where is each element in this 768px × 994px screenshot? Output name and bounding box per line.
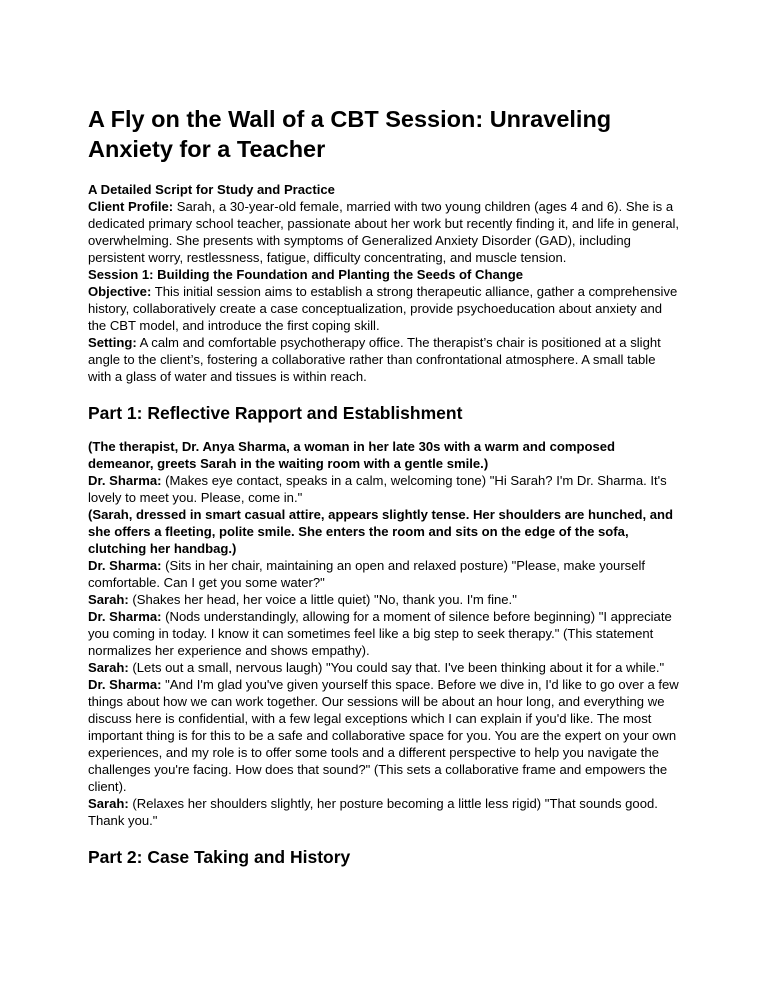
speaker-label: Sarah:: [88, 592, 129, 607]
objective-paragraph: [88, 283, 680, 334]
part1-heading: Part 1: Reflective Rapport and Establishment: [88, 403, 463, 423]
speaker-label: Dr. Sharma:: [88, 558, 162, 573]
client-profile-text: Sarah, a 30-year-old female, married with two young children (ages 4 and 6). She is a dedicated primary school teacher, passionate about her work but recently finding it, and life in general, overwhelming. She presents with symptoms of Generalized Anxiety Disorder (GAD), including persistent worry, restlessness, fatigue, difficulty concentrating, and muscle tension.: [88, 199, 680, 265]
dialogue-text: (Lets out a small, nervous laugh) "You could say that. I've been thinking about it for a while.": [128, 660, 665, 675]
setting-paragraph: [88, 334, 680, 385]
dialogue-line: [88, 795, 680, 829]
objective-text: This initial session aims to establish a strong therapeutic alliance, gather a comprehensive history, collaboratively create a case conceptualization, provide psychoeducation about anxiety and the CBT model, and introduce the first coping skill.: [88, 284, 678, 333]
speaker-label: Dr. Sharma:: [88, 473, 162, 488]
dialogue-text: (Makes eye contact, speaks in a calm, welcoming tone) "Hi Sarah? I'm Dr. Sharma. It's lovely to meet you. Please, come in.": [88, 473, 667, 505]
speaker-label: Sarah:: [88, 660, 129, 675]
setting-label: Setting:: [88, 335, 137, 350]
document-subtitle: A Detailed Script for Study and Practice: [88, 182, 335, 197]
dialogue-text: (Sits in her chair, maintaining an open and relaxed posture) "Please, make yourself comfortable. Can I get you some water?": [88, 558, 646, 590]
client-profile-label: Client Profile:: [88, 199, 174, 214]
dialogue-text: (Shakes her head, her voice a little quiet) "No, thank you. I'm fine.": [128, 592, 517, 607]
document-title: A Fly on the Wall of a CBT Session: Unraveling Anxiety for a Teacher: [88, 106, 612, 162]
dialogue-line: [88, 591, 680, 608]
dialogue-line: [88, 557, 680, 591]
stage-direction: (Sarah, dressed in smart casual attire, appears slightly tense. Her shoulders are hunched, and she offers a fleeting, polite smile. She enters the room and sits on the edge of the sofa, clutching her handbag.): [88, 507, 674, 556]
setting-text: A calm and comfortable psychotherapy office. The therapist’s chair is positioned at a slight angle to the client’s, fostering a collaborative rather than confrontational atmosphere. A small table with a glass of water and tissues is within reach.: [88, 335, 661, 384]
dialogue-line: [88, 608, 680, 659]
part2-heading: Part 2: Case Taking and History: [88, 847, 351, 867]
session-heading: Session 1: Building the Foundation and Planting the Seeds of Change: [88, 267, 524, 282]
speaker-label: Dr. Sharma:: [88, 609, 162, 624]
objective-label: Objective:: [88, 284, 152, 299]
speaker-label: Dr. Sharma:: [88, 677, 162, 692]
dialogue-text: (Nods understandingly, allowing for a moment of silence before beginning) "I appreciate you coming in today. I know it can sometimes feel like a big step to seek therapy." (This statement normalizes her experience and shows empathy).: [88, 609, 672, 658]
dialogue-text: "And I'm glad you've given yourself this space. Before we dive in, I'd like to go over a few things about how we can work together. Our sessions will be about an hour long, and everything we discuss here is confidential, with a few legal exceptions which I can explain if you'd like. The most important thing is for this to be a safe and collaborative space for you. You are the expert on your own experiences, and my role is to offer some tools and a different perspective to help you navigate the challenges you're facing. How does that sound?" (This sets a collaborative frame and empowers the client).: [88, 677, 679, 794]
dialogue-text: (Relaxes her shoulders slightly, her posture becoming a little less rigid) "That sounds good. Thank you.": [88, 796, 658, 828]
dialogue-line: [88, 472, 680, 506]
speaker-label: Sarah:: [88, 796, 129, 811]
dialogue-line: [88, 659, 680, 676]
dialogue-line: [88, 676, 680, 795]
stage-direction: (The therapist, Dr. Anya Sharma, a woman in her late 30s with a warm and composed demeanor, greets Sarah in the waiting room with a gentle smile.): [88, 439, 616, 471]
client-profile-paragraph: [88, 198, 680, 266]
